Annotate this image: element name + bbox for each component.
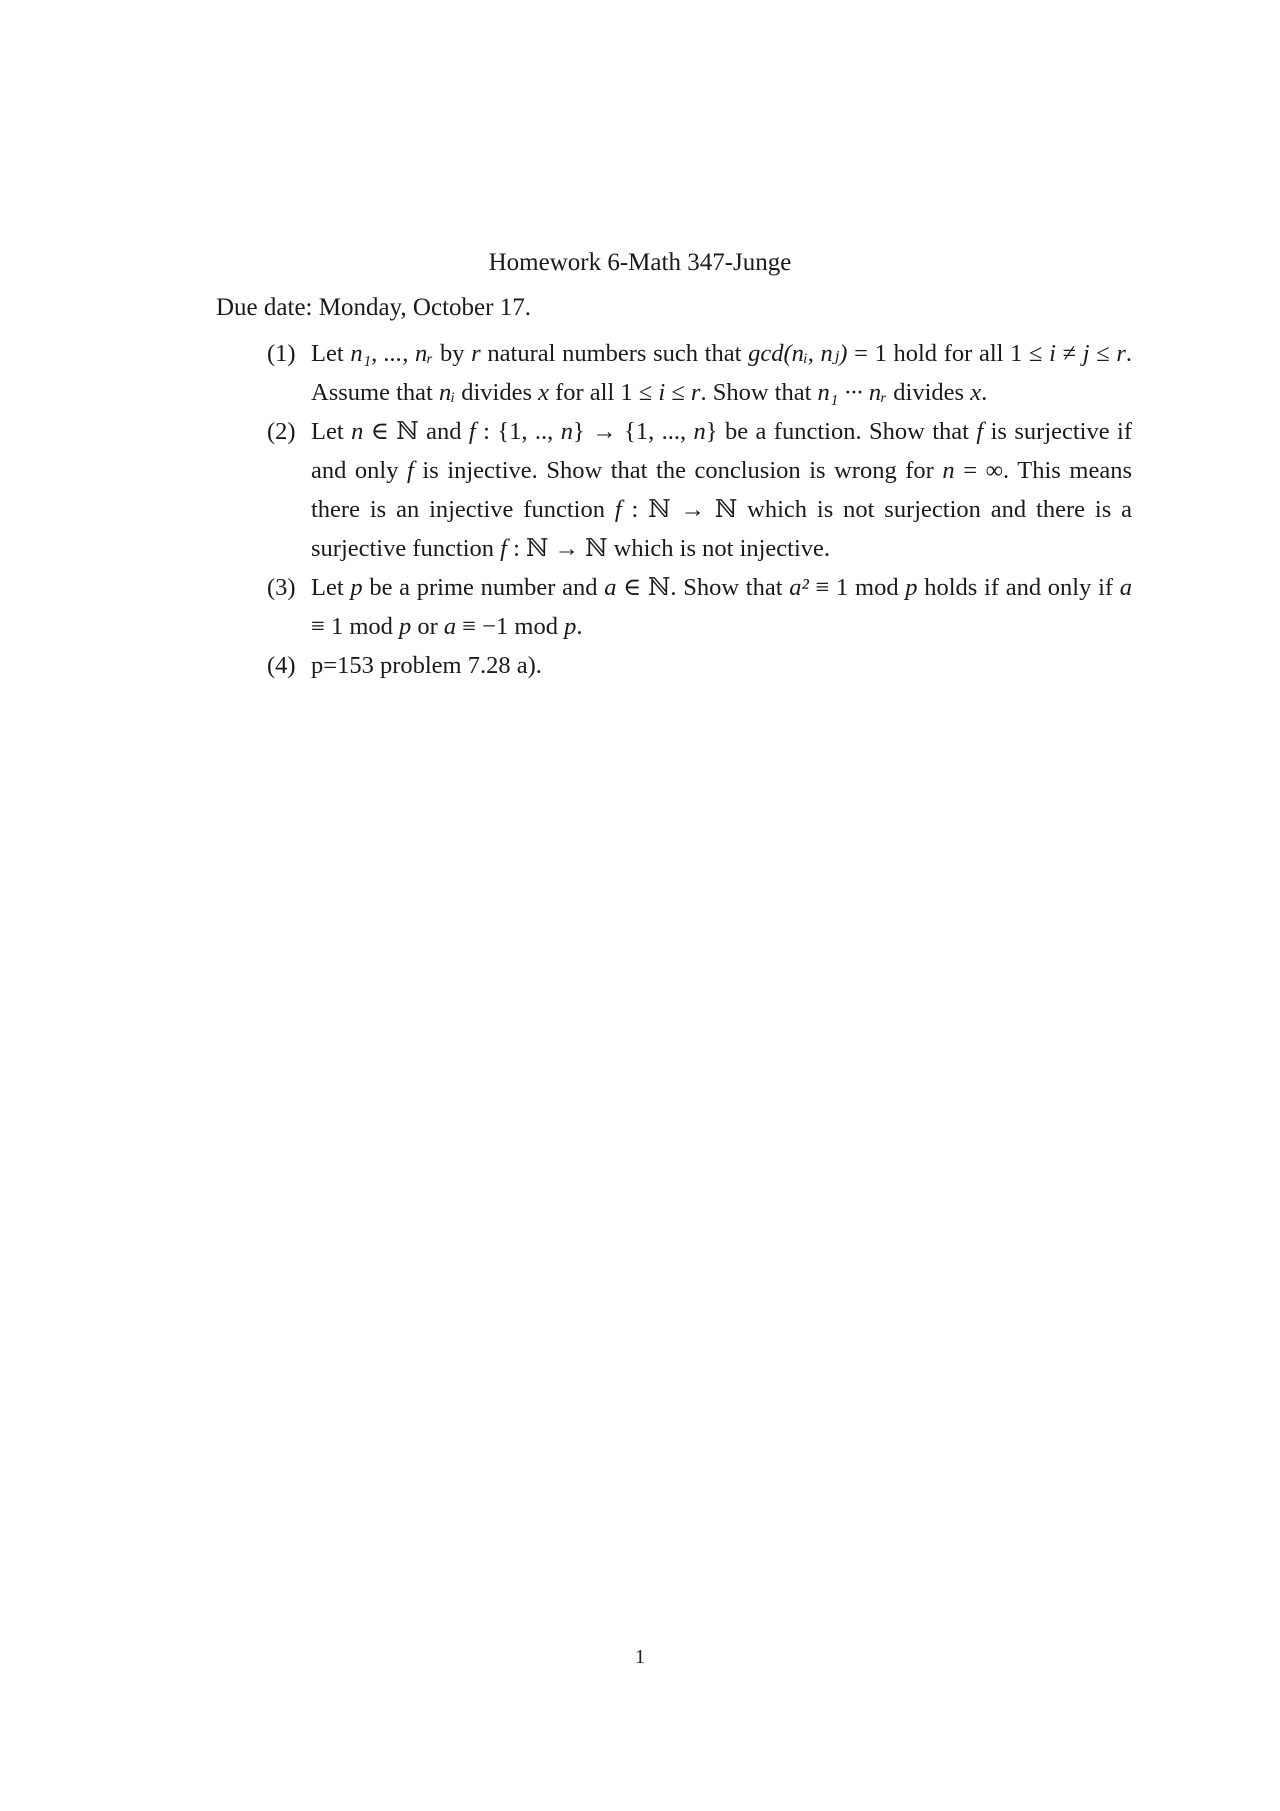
- page-title: Homework 6-Math 347-Junge: [488, 249, 792, 276]
- math-expression: p: [399, 613, 412, 640]
- problem-text: Let: [311, 418, 352, 445]
- math-expression: r: [1116, 340, 1126, 367]
- math-expression: j: [1082, 340, 1090, 367]
- problem-text: be a prime number and: [362, 574, 605, 601]
- problem-2: [267, 412, 1132, 568]
- math-expression: p: [350, 574, 363, 601]
- math-expression: x: [970, 379, 982, 406]
- math-expression: n: [351, 418, 364, 445]
- problem-3: [267, 568, 1132, 646]
- math-expression: a: [1119, 574, 1132, 601]
- problem-text: ≤: [1089, 340, 1117, 367]
- problem-1: [267, 334, 1132, 412]
- math-expression: gcd(nᵢ, nⱼ): [748, 340, 848, 367]
- math-expression: n: [560, 418, 573, 445]
- problem-text: p=153 problem 7.28 a).: [311, 652, 542, 679]
- problem-text: ≠: [1055, 340, 1083, 367]
- page-number: 1: [635, 1646, 645, 1668]
- math-expression: i: [1049, 340, 1056, 367]
- math-expression: f: [468, 418, 476, 445]
- problem-text: = ∞. This means there is an injective function: [311, 457, 1132, 523]
- math-expression: p: [905, 574, 918, 601]
- problem-text: natural numbers such that: [480, 340, 749, 367]
- math-expression: n₁, ..., nᵣ: [350, 340, 434, 367]
- math-expression: n₁ ··· nᵣ: [817, 379, 888, 406]
- problem-text: Let: [311, 340, 351, 367]
- math-expression: r: [471, 340, 481, 367]
- problem-number: (1): [267, 340, 296, 367]
- problem-text: Let: [311, 574, 351, 601]
- problem-text: .: [981, 379, 988, 406]
- math-expression: a: [443, 613, 457, 640]
- problem-text: ≡ −1 mod: [456, 613, 565, 640]
- math-expression: a²: [789, 574, 809, 601]
- math-expression: n: [693, 418, 706, 445]
- due-date: Due date: Monday, October 17.: [216, 294, 531, 321]
- problem-text: } be a function. Show that: [705, 418, 977, 445]
- problem-number: (3): [267, 574, 296, 601]
- problem-text: ∈ ℕ and: [363, 418, 469, 445]
- problem-text: ≡ 1 mod: [311, 613, 399, 640]
- problem-list: [267, 334, 1132, 685]
- problem-text: : ℕ → ℕ which is not surjection and there is a surjective function: [311, 496, 1132, 562]
- problem-text: divides: [887, 379, 971, 406]
- problem-number: (2): [267, 418, 296, 445]
- problem-text: .: [576, 613, 583, 640]
- problem-text: by: [433, 340, 472, 367]
- problem-text: . Assume that: [311, 340, 1132, 406]
- math-expression: a: [604, 574, 617, 601]
- problem-text: for all 1 ≤: [548, 379, 659, 406]
- math-expression: p: [564, 613, 577, 640]
- problem-text: : ℕ → ℕ which is not injective.: [506, 535, 831, 562]
- problem-text: or: [411, 613, 444, 640]
- problem-text: ≤: [665, 379, 691, 406]
- problem-text: is injective. Show that the conclusion is wrong for: [413, 457, 943, 484]
- problem-4: [267, 646, 1132, 685]
- problem-text: . Show that: [700, 379, 818, 406]
- math-expression: f: [614, 496, 622, 523]
- math-expression: i: [658, 379, 666, 406]
- math-expression: f: [976, 418, 984, 445]
- problem-text: } → {1, ...,: [572, 418, 694, 445]
- problem-text: : {1, ..,: [475, 418, 561, 445]
- problem-text: ∈ ℕ. Show that: [616, 574, 790, 601]
- problem-text: holds if and only if: [917, 574, 1120, 601]
- math-expression: f: [407, 457, 414, 484]
- math-expression: n: [942, 457, 955, 484]
- math-expression: nᵢ: [438, 379, 456, 406]
- problem-text: = 1 hold for all 1 ≤: [847, 340, 1050, 367]
- problem-text: ≡ 1 mod: [808, 574, 906, 601]
- problem-text: divides: [455, 379, 539, 406]
- problem-text: is surjective if and only: [311, 418, 1132, 484]
- math-expression: r: [690, 379, 701, 406]
- problem-number: (4): [267, 652, 296, 679]
- math-expression: f: [500, 535, 507, 562]
- math-expression: x: [538, 379, 549, 406]
